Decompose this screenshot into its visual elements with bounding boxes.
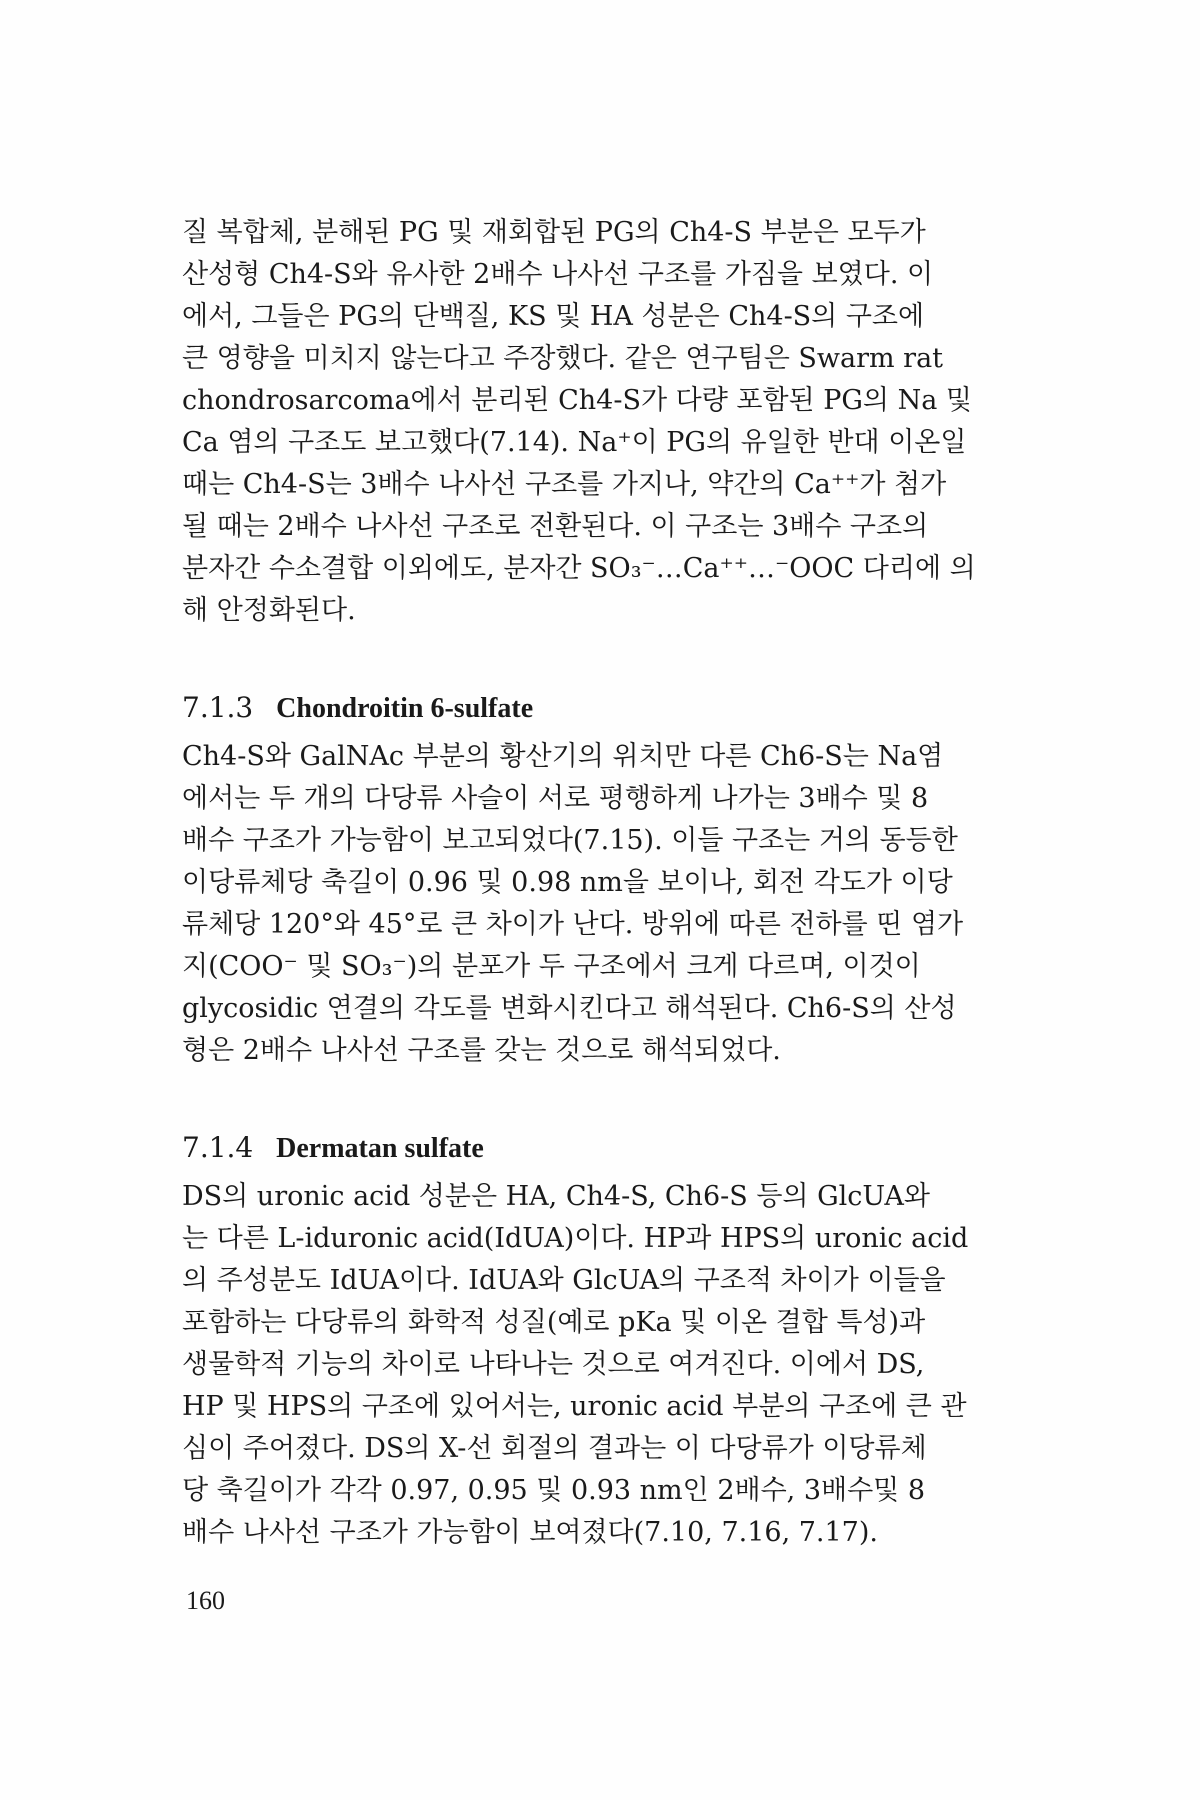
section-number: 7.1.4 xyxy=(182,1131,254,1164)
section-heading-chondroitin-6-sulfate xyxy=(182,687,1027,730)
section-number: 7.1.3 xyxy=(182,691,254,724)
section-heading-dermatan-sulfate xyxy=(182,1127,1027,1170)
text-line: 류체당 120°와 45°로 큰 차이가 난다. 방위에 따른 전하를 띤 염가 xyxy=(182,909,964,940)
text-line: Ca 염의 구조도 보고했다(7.14). Na⁺이 PG의 유일한 반대 이온일 xyxy=(182,427,967,458)
text-line: 될 때는 2배수 나사선 구조로 전환된다. 이 구조는 3배수 구조의 xyxy=(182,511,929,542)
text-line: 생물학적 기능의 차이로 나타나는 것으로 여겨진다. 이에서 DS, xyxy=(182,1349,925,1380)
page-number: 160 xyxy=(186,1586,225,1615)
section-paragraph-chondroitin-6-sulfate xyxy=(182,736,1027,1072)
text-line: 포함하는 다당류의 화학적 성질(예로 pKa 및 이온 결합 특성)과 xyxy=(182,1307,926,1338)
text-line: 지(COO⁻ 및 SO₃⁻)의 분포가 두 구조에서 크게 다르며, 이것이 xyxy=(182,951,921,982)
text-line: 형은 2배수 나사선 구조를 갖는 것으로 해석되었다. xyxy=(182,1035,781,1066)
text-line: 질 복합체, 분해된 PG 및 재회합된 PG의 Ch4-S 부분은 모두가 xyxy=(182,217,926,248)
text-line: 해 안정화된다. xyxy=(182,595,356,626)
text-line: 에서는 두 개의 다당류 사슬이 서로 평행하게 나가는 3배수 및 8 xyxy=(182,783,929,814)
text-line: HP 및 HPS의 구조에 있어서는, uronic acid 부분의 구조에 큰 관 xyxy=(182,1391,967,1422)
text-line: 에서, 그들은 PG의 단백질, KS 및 HA 성분은 Ch4-S의 구조에 xyxy=(182,301,925,332)
page-body xyxy=(182,212,1027,1554)
intro-paragraph xyxy=(182,212,1027,632)
text-line: 배수 나사선 구조가 가능함이 보여졌다(7.10, 7.16, 7.17). xyxy=(182,1517,878,1548)
text-line: DS의 uronic acid 성분은 HA, Ch4-S, Ch6-S 등의 GlcUA와 xyxy=(182,1181,930,1212)
text-line: 분자간 수소결합 이외에도, 분자간 SO₃⁻…Ca⁺⁺…⁻OOC 다리에 의 xyxy=(182,553,976,584)
text-line: 당 축길이가 각각 0.97, 0.95 및 0.93 nm인 2배수, 3배수및 8 xyxy=(182,1475,926,1506)
text-line: 의 주성분도 IdUA이다. IdUA와 GlcUA의 구조적 차이가 이들을 xyxy=(182,1265,946,1296)
section-paragraph-dermatan-sulfate xyxy=(182,1176,1027,1554)
text-line: chondrosarcoma에서 분리된 Ch4-S가 다량 포함된 PG의 Na 및 xyxy=(182,385,972,416)
text-line: glycosidic 연결의 각도를 변화시킨다고 해석된다. Ch6-S의 산성 xyxy=(182,993,957,1024)
text-line: 때는 Ch4-S는 3배수 나사선 구조를 가지나, 약간의 Ca⁺⁺가 첨가 xyxy=(182,469,947,500)
section-title: Dermatan sulfate xyxy=(276,1133,484,1164)
text-line: 배수 구조가 가능함이 보고되었다(7.15). 이들 구조는 거의 동등한 xyxy=(182,825,958,856)
text-line: Ch4-S와 GalNAc 부분의 황산기의 위치만 다른 Ch6-S는 Na염 xyxy=(182,741,944,772)
text-line: 큰 영향을 미치지 않는다고 주장했다. 같은 연구팀은 Swarm rat xyxy=(182,343,944,374)
text-line: 산성형 Ch4-S와 유사한 2배수 나사선 구조를 가짐을 보였다. 이 xyxy=(182,259,934,290)
section-title: Chondroitin 6-sulfate xyxy=(276,693,534,724)
text-line: 심이 주어졌다. DS의 X-선 회절의 결과는 이 다당류가 이당류체 xyxy=(182,1433,927,1464)
text-line: 는 다른 L-iduronic acid(IdUA)이다. HP과 HPS의 uronic acid xyxy=(182,1223,969,1254)
text-line: 이당류체당 축길이 0.96 및 0.98 nm을 보이나, 회전 각도가 이당 xyxy=(182,867,953,898)
